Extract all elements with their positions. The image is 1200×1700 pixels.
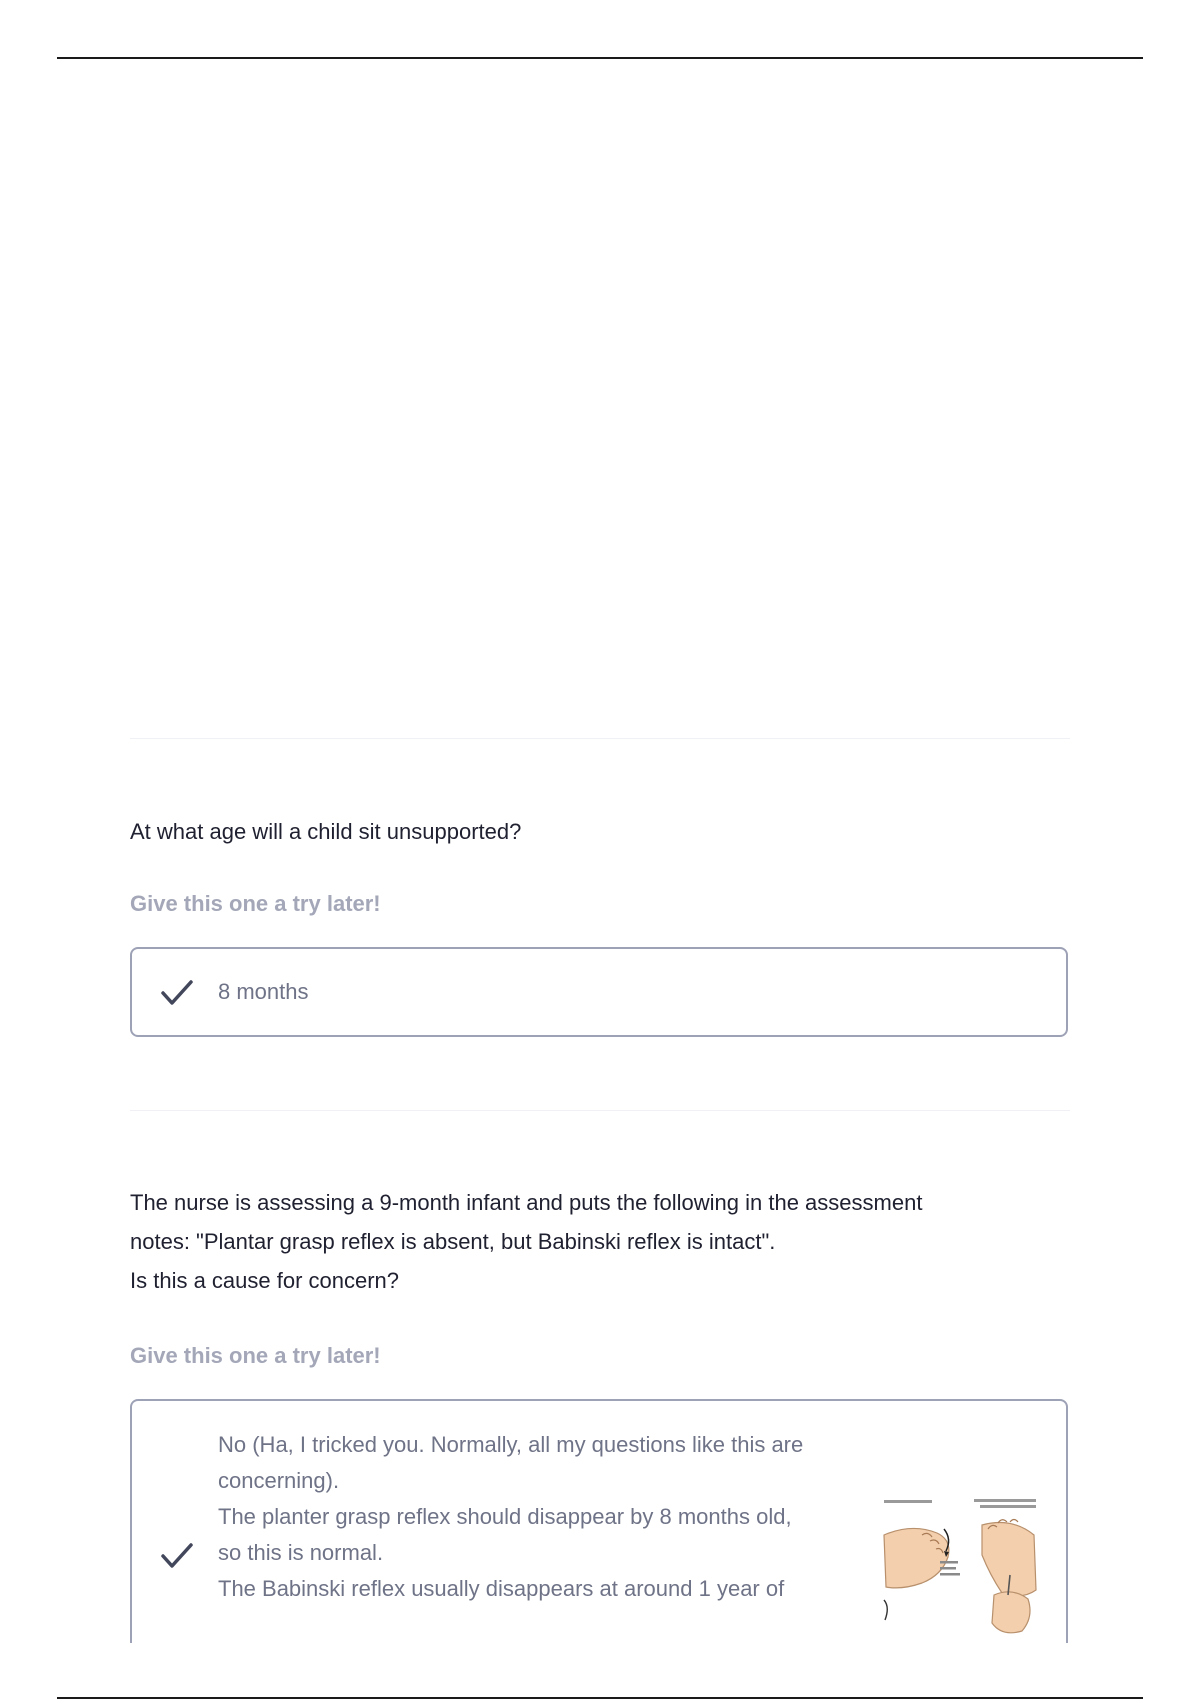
check-icon [160,978,194,1008]
answer-line: The planter grasp reflex should disappear by 8 months old, [218,1504,792,1529]
try-later-hint[interactable]: Give this one a try later! [130,1343,381,1368]
answer-line: concerning). [218,1468,340,1493]
section-divider [130,738,1070,739]
answer-line: No (Ha, I tricked you. Normally, all my questions like this are [218,1432,804,1457]
page-bottom-rule [57,1697,1143,1699]
answer-line: The Babinski reflex usually disappears at around 1 year of [218,1576,785,1601]
answer-text: 8 months [218,979,309,1004]
answer-line: so this is normal. [218,1540,384,1565]
page-top-rule [57,57,1143,59]
question-prompt: The nurse is assessing a 9-month infant and puts the following in the assessment notes: "Plantar grasp reflex is absent, but Babinski reflex is intact". Is this a cause for concern? [130,1190,923,1293]
try-later-hint[interactable]: Give this one a try later! [130,891,381,916]
question-prompt: At what age will a child sit unsupported? [130,819,522,844]
answer-card[interactable] [130,947,1068,1037]
section-divider [130,1110,1070,1111]
check-icon [160,1541,194,1571]
foot-reflex-illustration [882,1495,1042,1643]
answer-card[interactable] [130,1399,1068,1643]
